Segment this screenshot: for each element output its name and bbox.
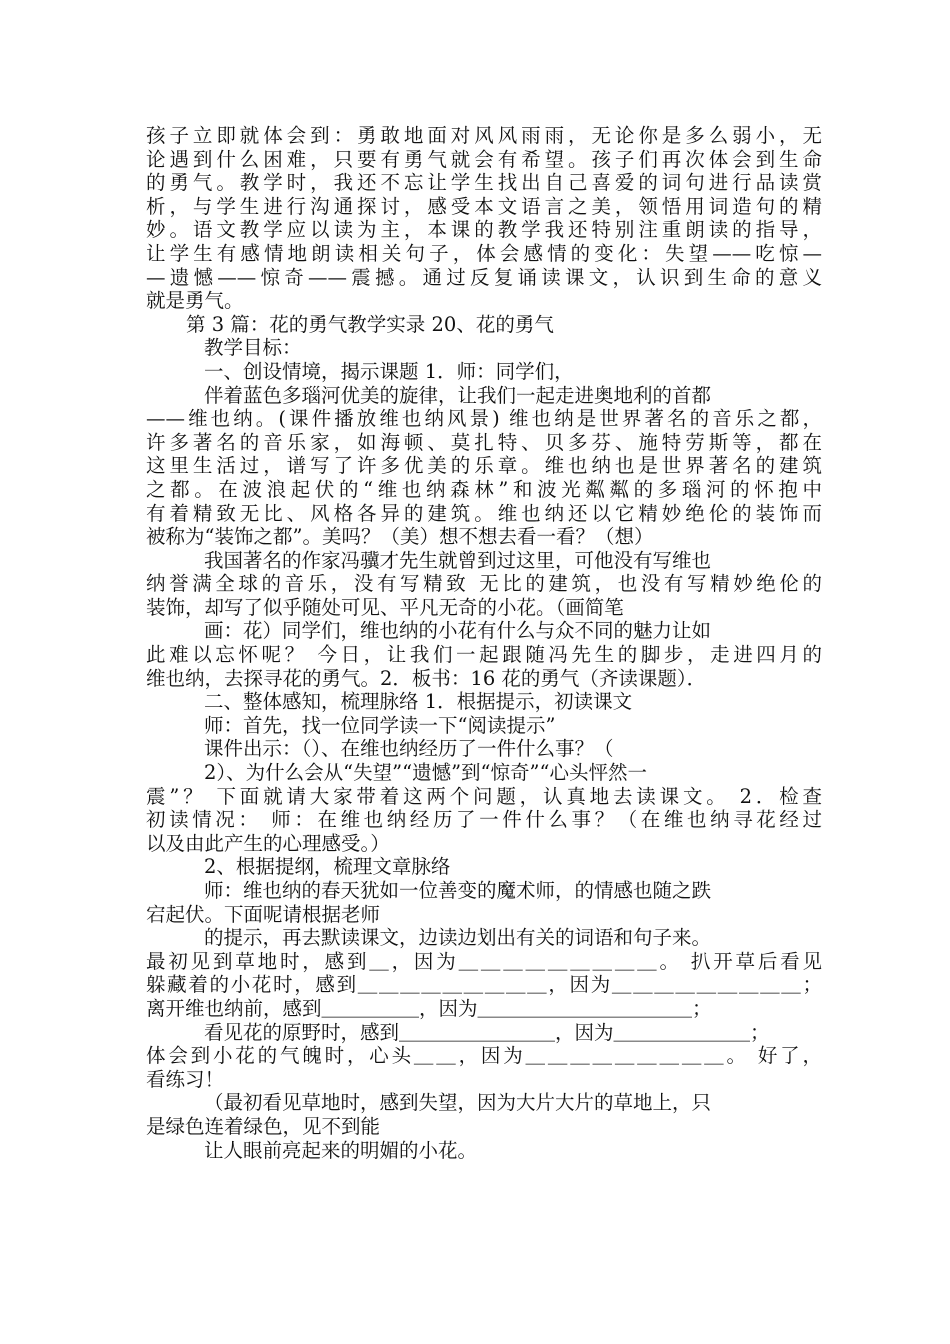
text-line: 让学生有感情地朗读相关句子，体会感情的变化：失望——吃惊— <box>146 241 822 265</box>
text-line: 的提示，再去默读课文，边读边划出有关的词语和句子来。 <box>204 926 712 950</box>
text-line: 析，与学生进行沟通探讨，感受本文语言之美，领悟用词造句的精 <box>146 194 822 218</box>
text-line: 师：维也纳的春天犹如一位善变的魔术师，的情感也随之跌 <box>204 879 712 902</box>
text-line: 震”？ 下面就请大家带着这两个问题，认真地去读课文。 2．检查 <box>146 784 822 808</box>
document-body <box>146 124 822 1162</box>
text-line: 伴着蓝色多瑙河优美的旋律，让我们一起走进奥地利的首都 <box>204 383 712 407</box>
text-line: 许多著名的音乐家，如海顿、莫扎特、贝多芬、施特劳斯等，都在 <box>146 430 822 454</box>
text-line: 有着精致无比、风格各异的建筑。维也纳还以它精妙绝伦的装饰而 <box>146 501 822 525</box>
text-line: 2）、为什么会从“失望”“遗憾”到“惊奇”“心头怦然一 <box>204 761 647 785</box>
text-line: 最初见到草地时，感到＿，因为＿＿＿＿＿＿＿＿＿。 扒开草后看见 <box>146 949 822 973</box>
text-line: —遗憾——惊奇——震撼。通过反复诵读课文，认识到生命的意义 <box>146 265 822 289</box>
text-line: 体会到小花的气魄时，心头＿＿，因为＿＿＿＿＿＿＿＿＿。 好了， <box>146 1044 822 1068</box>
text-line: （最初看见草地时，感到失望，因为大片大片的草地上，只 <box>204 1091 712 1115</box>
text-line: 就是勇气。 <box>146 289 244 313</box>
text-line: 躲藏着的小花时，感到＿＿＿＿＿＿＿＿＿，因为＿＿＿＿＿＿＿＿＿； <box>146 973 822 997</box>
text-line: 让人眼前亮起来的明媚的小花。 <box>204 1138 478 1162</box>
text-line: 看见花的原野时，感到＿＿＿＿＿＿＿＿，因为＿＿＿＿＿＿＿； <box>204 1020 770 1044</box>
text-line: 我国著名的作家冯骥才先生就曾到过这里，可他没有写维也 <box>204 548 712 572</box>
text-line: 装饰，却写了似乎随处可见、平凡无奇的小花。（画简笔 <box>146 595 624 619</box>
text-line: 以及由此产生的心理感受。） <box>146 831 390 855</box>
text-line: 之都。在波浪起伏的“维也纳森林”和波光粼粼的多瑙河的怀抱中 <box>146 477 822 501</box>
text-line: 被称为“装饰之都”。美吗？（美）想不想去看一看？（想） <box>146 525 654 549</box>
text-line: 维也纳，去探寻花的勇气。2．板书：16 花的勇气（齐读课题）． <box>146 666 707 690</box>
text-line: 是绿色连着绿色，见不到能 <box>146 1114 381 1138</box>
text-line: 初读情况： 师：在维也纳经历了一件什么事？（在维也纳寻花经过 <box>146 808 822 832</box>
text-line: 纳誉满全球的音乐，没有写精致 无比的建筑，也没有写精妙绝伦的 <box>146 572 822 596</box>
text-line: 宕起伏。下面呢请根据老师 <box>146 902 381 926</box>
text-line: 师：首先，找一位同学读一下“阅读提示” <box>204 713 556 737</box>
text-line: 孩子立即就体会到：勇敢地面对风风雨雨，无论你是多么弱小，无 <box>146 124 822 147</box>
text-line: 教学目标： <box>204 336 302 360</box>
text-line: 论遇到什么困难，只要有勇气就会有希望。孩子们再次体会到生命 <box>146 147 822 171</box>
text-line: 离开维也纳前，感到＿＿＿＿＿，因为＿＿＿＿＿＿＿＿＿＿＿； <box>146 996 712 1020</box>
text-line: ——维也纳。(课件播放维也纳风景) 维也纳是世界著名的音乐之都， <box>146 407 822 431</box>
text-line: 妙。语文教学应以读为主，本课的教学我还特别注重朗读的指导， <box>146 218 822 242</box>
text-line: 此难以忘怀呢？ 今日，让我们一起跟随冯先生的脚步，走进四月的 <box>146 643 822 667</box>
text-line: 课件出示：（）、在维也纳经历了一件什么事？（ <box>204 737 614 761</box>
text-line: 一、创设情境，揭示课题 1．师：同学们， <box>204 359 574 383</box>
text-line: 看练习！ <box>146 1067 225 1091</box>
text-line: 第 3 篇：花的勇气教学实录 20、花的勇气 <box>186 312 554 336</box>
text-line: 画：花）同学们，维也纳的小花有什么与众不同的魅力让如 <box>204 619 712 643</box>
text-line: 的勇气。教学时，我还不忘让学生找出自己喜爱的词句进行品读赏 <box>146 171 822 195</box>
text-line: 二、整体感知，梳理脉络 1．根据提示，初读课文 <box>204 690 633 714</box>
text-line: 2、根据提纲，梳理文章脉络 <box>204 855 451 879</box>
text-line: 这里生活过，谱写了许多优美的乐章。维也纳也是世界著名的建筑 <box>146 454 822 478</box>
